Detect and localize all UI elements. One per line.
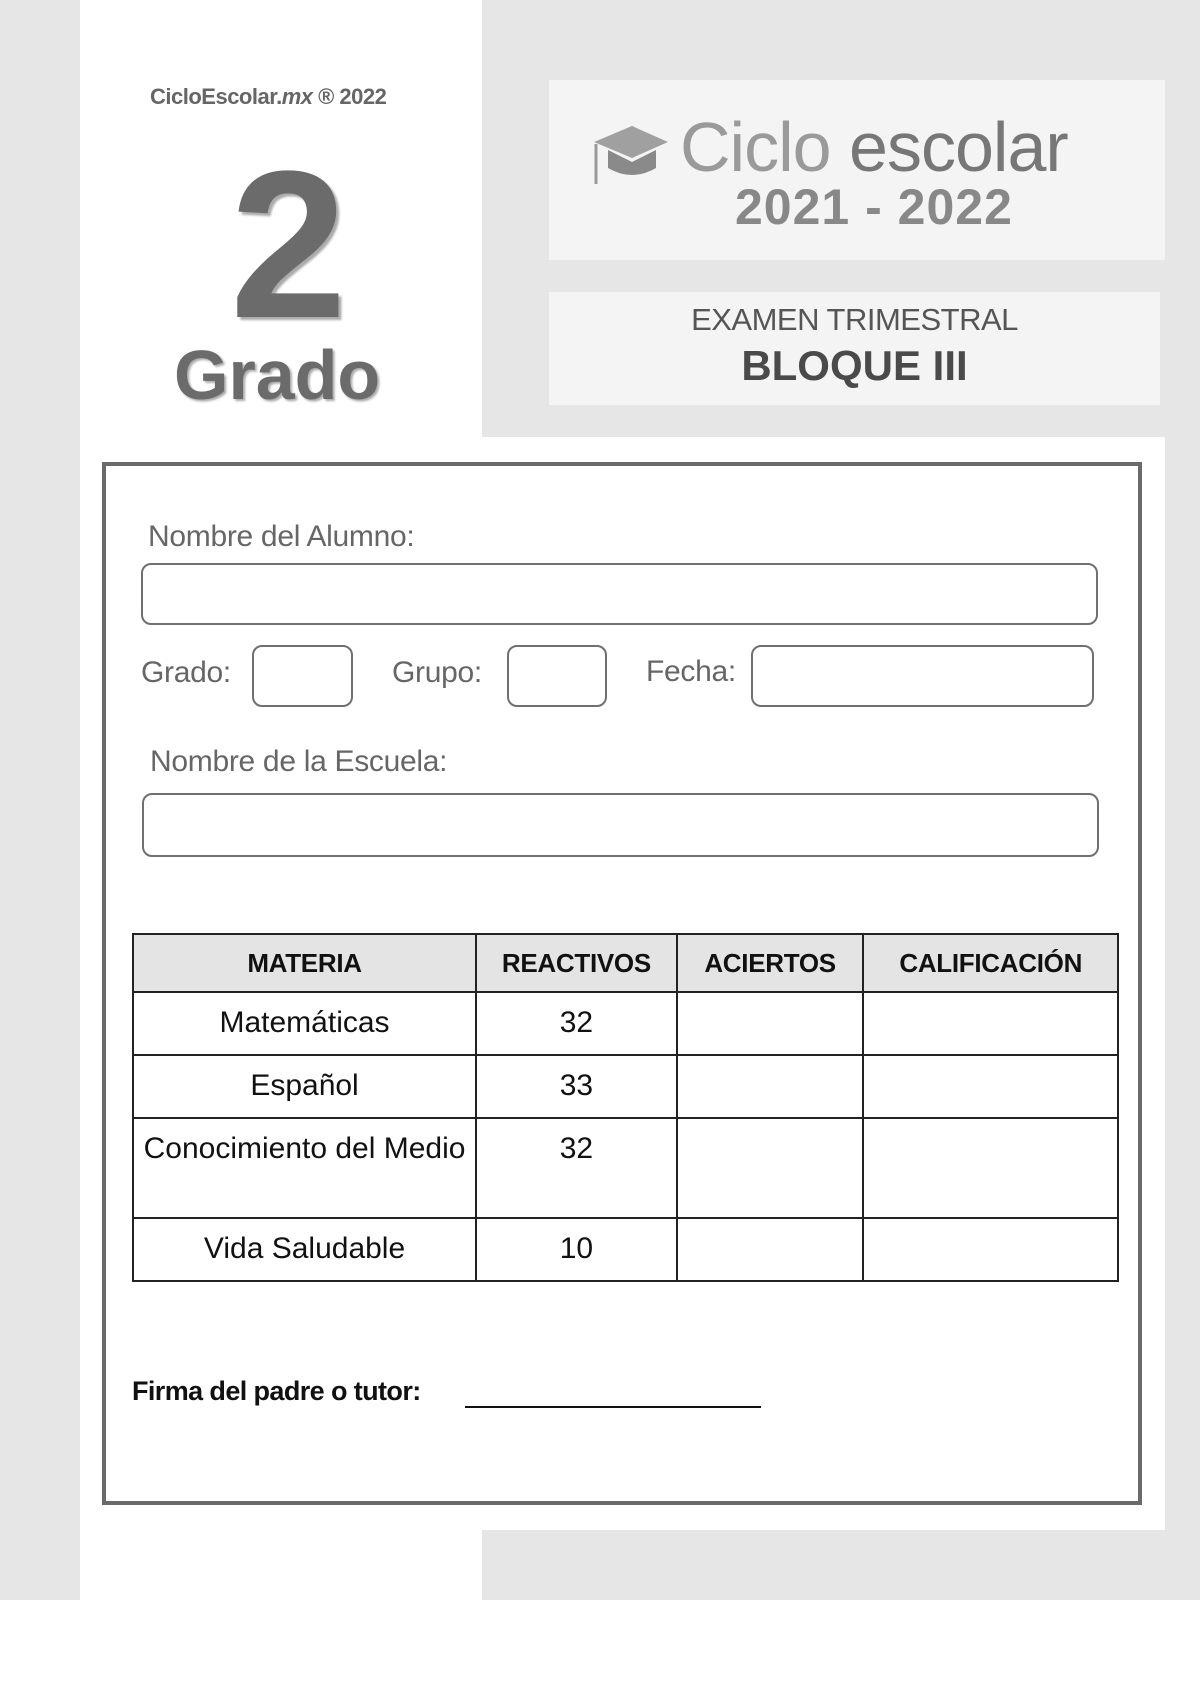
cell-calificacion[interactable]: [863, 992, 1118, 1055]
cell-aciertos[interactable]: [677, 1055, 864, 1118]
table-header-row: [133, 934, 1118, 992]
results-table: [132, 933, 1119, 1282]
header-calificacion: CALIFICACIÓN: [863, 934, 1118, 992]
school-years: 2021 - 2022: [735, 179, 1013, 235]
grade-number: 2: [230, 127, 347, 362]
cell-calificacion[interactable]: [863, 1118, 1118, 1218]
copyright-year: ® 2022: [312, 84, 387, 109]
school-name-field[interactable]: [142, 793, 1099, 857]
cell-aciertos[interactable]: [677, 992, 864, 1055]
table-row: [133, 1055, 1118, 1118]
grade-field[interactable]: [252, 645, 353, 707]
right-gray-band: [1165, 437, 1200, 1600]
cell-reactivos: 32: [476, 1118, 677, 1218]
cell-aciertos[interactable]: [677, 1118, 864, 1218]
bottom-gray-panel: [482, 1530, 1165, 1600]
cell-aciertos[interactable]: [677, 1218, 864, 1281]
copyright-brand: CicloEscolar.: [150, 84, 282, 109]
grade-label: Grado:: [141, 656, 231, 689]
copyright-tld: mx: [281, 84, 313, 109]
exam-block: BLOQUE III: [741, 342, 968, 389]
school-name-label: Nombre de la Escuela:: [150, 745, 448, 778]
table-row: [133, 1118, 1118, 1218]
cell-calificacion[interactable]: [863, 1055, 1118, 1118]
signature-line[interactable]: [465, 1406, 761, 1408]
graduation-cap-icon: [590, 118, 668, 188]
logo-title-ciclo: Ciclo: [680, 108, 831, 186]
logo-title-escolar: escolar: [830, 108, 1068, 186]
header-materia: MATERIA: [133, 934, 476, 992]
header-aciertos: ACIERTOS: [677, 934, 864, 992]
cell-materia: Vida Saludable: [133, 1218, 476, 1281]
group-label: Grupo:: [392, 656, 482, 689]
group-field[interactable]: [507, 645, 607, 707]
date-label: Fecha:: [646, 655, 736, 688]
copyright-notice: [150, 84, 386, 110]
cell-calificacion[interactable]: [863, 1218, 1118, 1281]
header-reactivos: REACTIVOS: [476, 934, 677, 992]
table-row: [133, 992, 1118, 1055]
table-row: [133, 1218, 1118, 1281]
student-name-label: Nombre del Alumno:: [148, 520, 415, 553]
exam-box: [549, 292, 1160, 405]
left-gray-band: [0, 0, 80, 1600]
student-name-field[interactable]: [141, 563, 1098, 625]
logo-title: [680, 108, 1068, 186]
cell-reactivos: 33: [476, 1055, 677, 1118]
cell-materia: Conocimiento del Medio: [133, 1118, 476, 1218]
date-field[interactable]: [751, 645, 1094, 707]
grade-word: Grado: [174, 336, 381, 414]
bottom-right-gray-panel: [1165, 1530, 1200, 1600]
cell-reactivos: 32: [476, 992, 677, 1055]
cell-materia: Matemáticas: [133, 992, 476, 1055]
cell-materia: Español: [133, 1055, 476, 1118]
signature-label: Firma del padre o tutor:: [132, 1376, 421, 1406]
exam-type: EXAMEN TRIMESTRAL: [691, 302, 1018, 337]
cell-reactivos: 10: [476, 1218, 677, 1281]
